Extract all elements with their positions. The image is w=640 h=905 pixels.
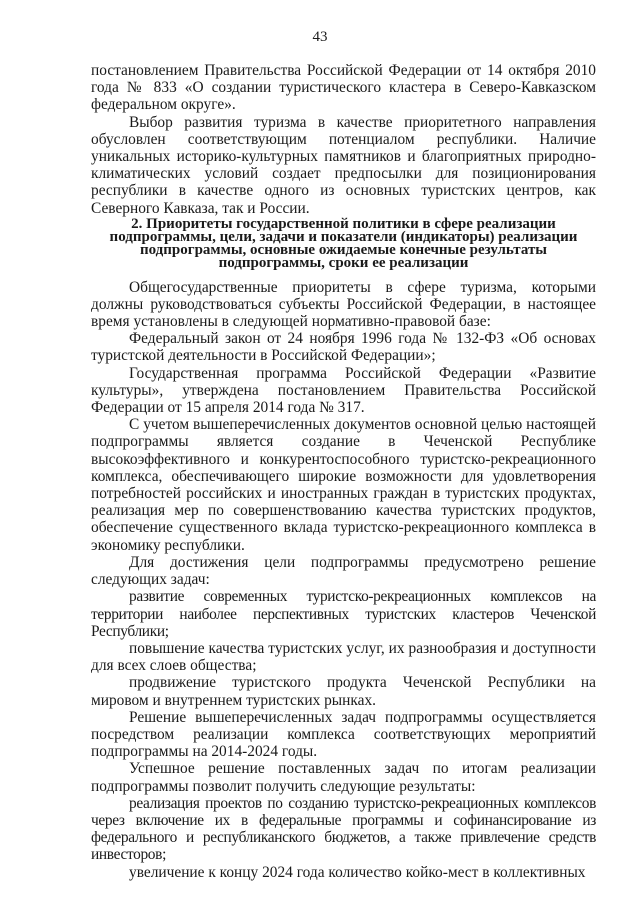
paragraph: реализация проектов по созданию туристско-рекреационных комплексов через включение их в федеральные программы и софинансирование из федерального и республиканского бюджетов, а также привлечение средств инвесторов; [91, 794, 596, 864]
paragraph: С учетом вышеперечисленных документов основной целью настоящей подпрограммы является создание в Чеченской Республике высокоэффективного и конкурентоспособного туристско-рекреационного комплекса, обеспечивающего широкие возможности для удовлетворения потребностей российских и иностранных граждан в туристских продуктах, реализация мер по совершенствованию качества туристских продуктов, обеспечение существенного вклада туристско-рекреационного комплекса в экономику республики. [91, 416, 596, 554]
paragraph: Федеральный закон от 24 ноября 1996 года № 132-ФЗ «Об основах туристской деятельности в Российской Федерации»; [91, 330, 596, 365]
paragraph: Выбор развития туризма в качестве приоритетного направления обусловлен соответствующим потенциалом республики. Наличие уникальных историко-культурных памятников и благоприятных природно-климатических условий создает предпосылки для позиционирования республики в качестве одного из основных туристских центров, как Северного Кавказа, так и России. [91, 113, 596, 217]
paragraph: развитие современных туристско-рекреационных комплексов на территории наиболее перспективных туристских кластеров Чеченской Республики; [91, 588, 596, 640]
paragraph: Для достижения цели подпрограммы предусмотрено решение следующих задач: [91, 553, 596, 589]
heading-line: подпрограммы, цели, задачи и показатели (индикаторы) реализации [109, 229, 578, 246]
page-number: 43 [312, 29, 328, 45]
paragraph: Государственная программа Российской Федерации «Развитие культуры», утверждена постановлением Правительства Российской Федерации от 15 апреля 2014 года № 317. [91, 364, 596, 417]
paragraph: продвижение туристского продукта Чеченской Республики на мировом и внутреннем туристских рынках. [91, 674, 596, 709]
paragraph: повышение качества туристских услуг, их разнообразия и доступности для всех слоев общества; [91, 639, 596, 675]
paragraph: увеличение к концу 2024 года количество койко-мест в коллективных [129, 863, 586, 881]
paragraph: Успешное решение поставленных задач по итогам реализации подпрограммы позволит получить следующие результаты: [91, 760, 596, 795]
document-body [91, 62, 596, 881]
paragraph: постановлением Правительства Российской Федерации от 14 октября 2010 года № 833 «О создании туристического кластера в Северо-Кавказском федеральном округе». [91, 62, 596, 114]
heading-line: подпрограммы, основные ожидаемые конечные результаты [139, 242, 548, 259]
section-heading [91, 215, 596, 272]
paragraph: Общегосударственные приоритеты в сфере туризма, которыми должны руководствоваться субъекты Российской Федерации, в настоящее время установлены в следующей нормативно-правовой базе: [91, 278, 596, 331]
paragraph: Решение вышеперечисленных задач подпрограммы осуществляется посредством реализации комплекса соответствующих мероприятий подпрограммы на 2014-2024 годы. [91, 708, 596, 761]
heading-line: подпрограммы, сроки ее реализации [218, 255, 469, 272]
heading-line: 2. Приоритеты государственной политики в сфере реализации [131, 215, 556, 232]
